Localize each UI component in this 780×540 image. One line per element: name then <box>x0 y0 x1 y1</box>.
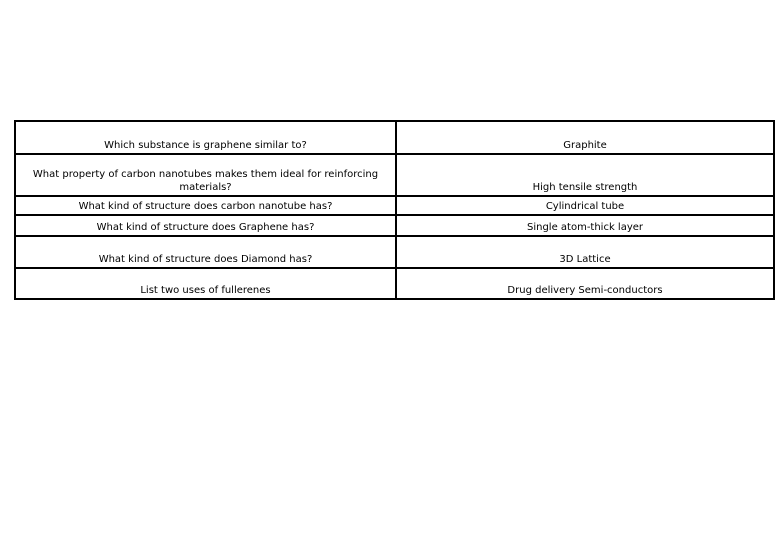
question-cell: What property of carbon nanotubes makes them ideal for reinforcing materials? <box>15 154 396 196</box>
question-cell: List two uses of fullerenes <box>15 268 396 299</box>
table-row <box>15 121 774 154</box>
question-cell: What kind of structure does Diamond has? <box>15 236 396 268</box>
question-cell: Which substance is graphene similar to? <box>15 121 396 154</box>
answer-cell: 3D Lattice <box>396 236 774 268</box>
table-row <box>15 236 774 268</box>
answer-cell: Graphite <box>396 121 774 154</box>
table-row <box>15 154 774 196</box>
question-cell: What kind of structure does Graphene has? <box>15 215 396 236</box>
answer-cell: Drug delivery Semi-conductors <box>396 268 774 299</box>
question-cell: What kind of structure does carbon nanotube has? <box>15 196 396 215</box>
answer-cell: Single atom-thick layer <box>396 215 774 236</box>
table-row <box>15 196 774 215</box>
answer-cell: High tensile strength <box>396 154 774 196</box>
answer-cell: Cylindrical tube <box>396 196 774 215</box>
question-answer-table <box>14 120 775 300</box>
table-row <box>15 215 774 236</box>
table-row <box>15 268 774 299</box>
